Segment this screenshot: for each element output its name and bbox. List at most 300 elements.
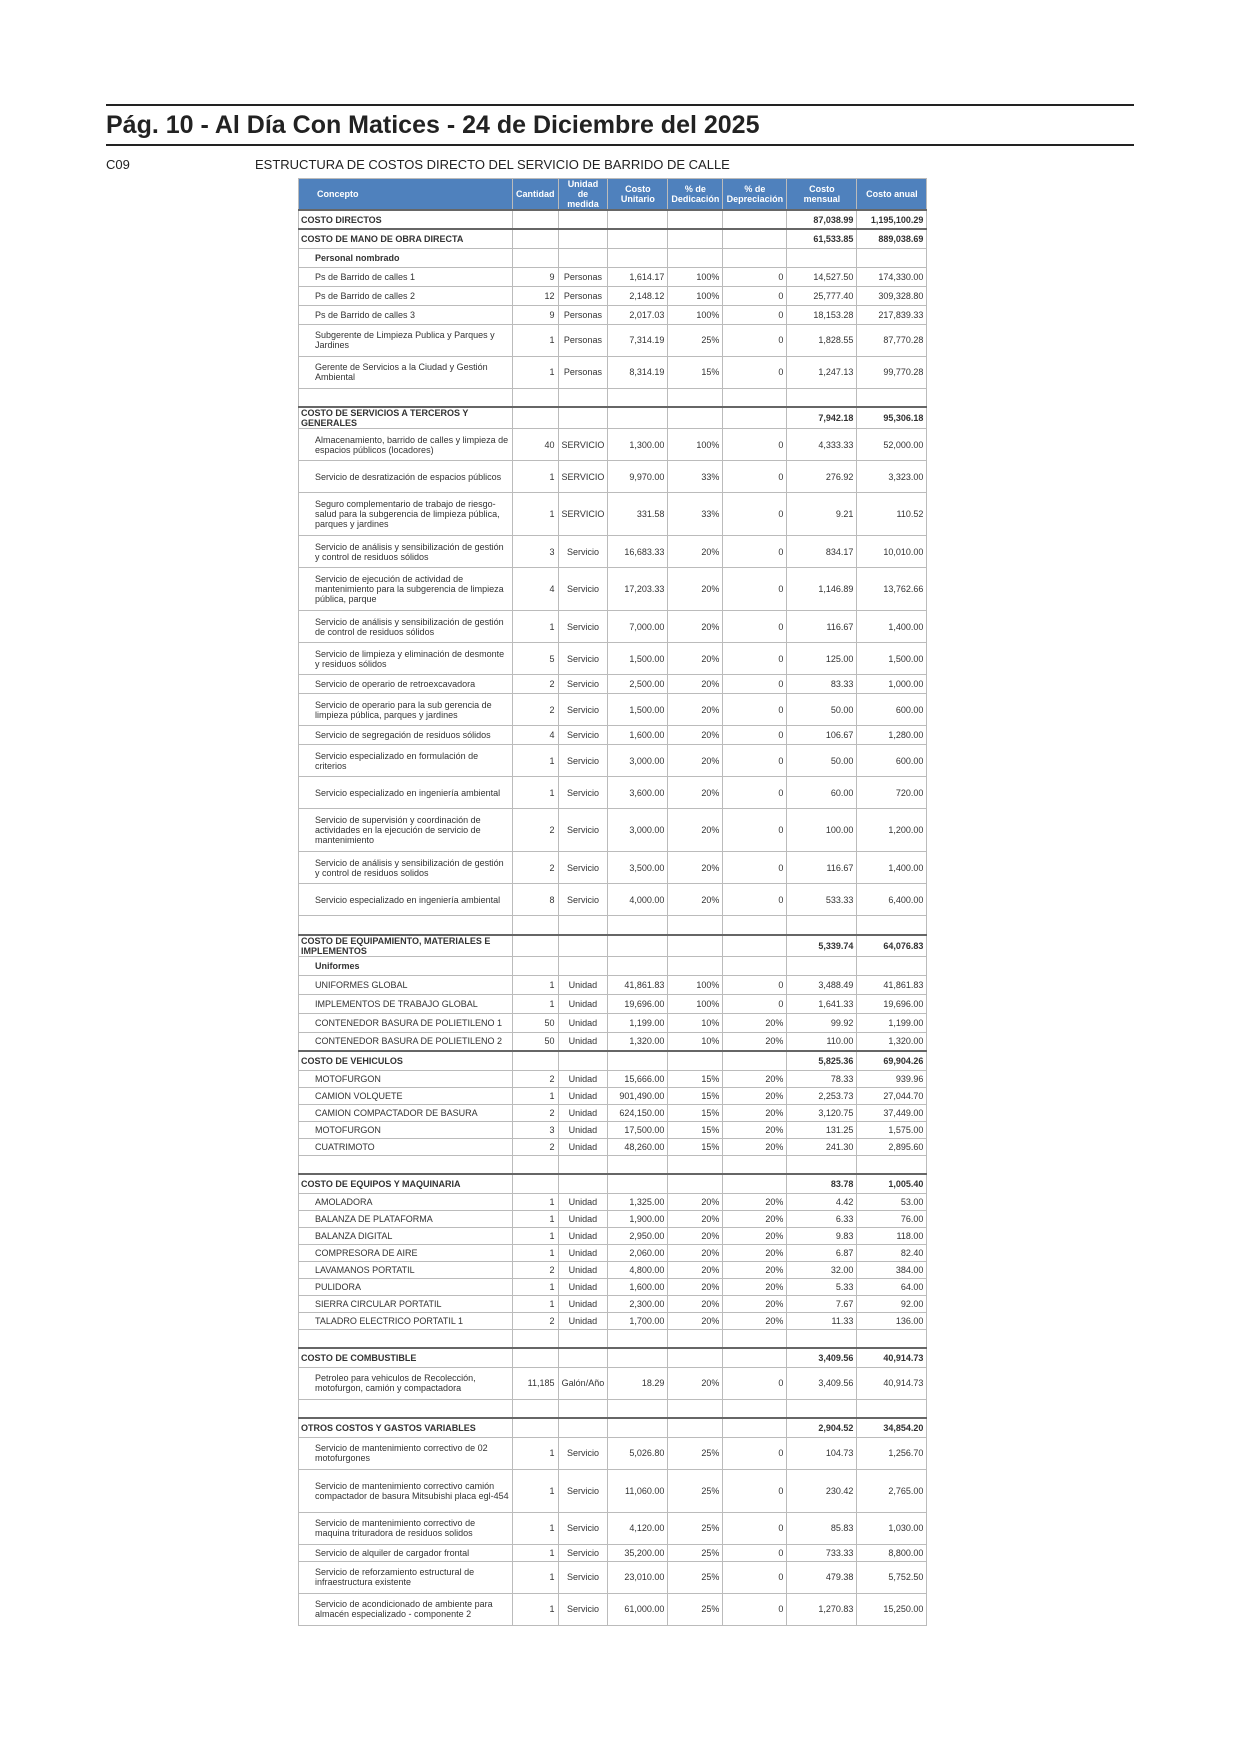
concept-cell: OTROS COSTOS Y GASTOS VARIABLES: [299, 1418, 513, 1437]
value-cell: 2,017.03: [608, 305, 668, 324]
value-cell: SERVICIO: [558, 429, 608, 461]
table-row: [299, 1210, 927, 1227]
concept-cell: SIERRA CIRCULAR PORTATIL: [299, 1295, 513, 1312]
value-cell: [608, 935, 668, 957]
concept-cell: COSTO DE COMBUSTIBLE: [299, 1348, 513, 1367]
value-cell: 20%: [723, 1193, 787, 1210]
value-cell: [513, 916, 559, 935]
concept-cell: [299, 916, 513, 935]
value-cell: 25%: [668, 1593, 723, 1625]
value-cell: [857, 248, 927, 267]
value-cell: [668, 1329, 723, 1348]
value-cell: [787, 248, 857, 267]
value-cell: 1: [513, 1512, 559, 1544]
value-cell: [558, 1051, 608, 1070]
value-cell: 32.00: [787, 1261, 857, 1278]
value-cell: 10%: [668, 1032, 723, 1051]
value-cell: 118.00: [857, 1227, 927, 1244]
value-cell: 10,010.00: [857, 536, 927, 568]
value-cell: 2,253.73: [787, 1087, 857, 1104]
table-row: [299, 1227, 927, 1244]
table-row: [299, 884, 927, 916]
table-row: [299, 324, 927, 356]
value-cell: 1,280.00: [857, 726, 927, 745]
value-cell: 87,038.99: [787, 210, 857, 229]
value-cell: Servicio: [558, 777, 608, 809]
value-cell: 13,762.66: [857, 568, 927, 611]
value-cell: [668, 935, 723, 957]
value-cell: 20%: [668, 1367, 723, 1399]
value-cell: [668, 956, 723, 975]
value-cell: 20%: [668, 1227, 723, 1244]
value-cell: 7,942.18: [787, 407, 857, 429]
value-cell: 20%: [723, 1210, 787, 1227]
concept-cell: Servicio especializado en formulación de criterios: [299, 745, 513, 777]
concept-cell: TALADRO ELECTRICO PORTATIL 1: [299, 1312, 513, 1329]
value-cell: 20%: [668, 777, 723, 809]
value-cell: 1: [513, 1087, 559, 1104]
section-row: [299, 1174, 927, 1193]
value-cell: Unidad: [558, 1278, 608, 1295]
section-row: [299, 1418, 927, 1437]
value-cell: Servicio: [558, 675, 608, 694]
table-row: [299, 267, 927, 286]
value-cell: 1,400.00: [857, 852, 927, 884]
concept-cell: Gerente de Servicios a la Ciudad y Gestión Ambiental: [299, 356, 513, 388]
value-cell: [723, 229, 787, 248]
value-cell: 20%: [668, 745, 723, 777]
value-cell: 104.73: [787, 1437, 857, 1469]
value-cell: 2,300.00: [608, 1295, 668, 1312]
table-row: [299, 1312, 927, 1329]
value-cell: 20%: [668, 536, 723, 568]
concept-cell: Servicio especializado en ingeniería ambiental: [299, 777, 513, 809]
value-cell: [668, 1155, 723, 1174]
value-cell: 16,683.33: [608, 536, 668, 568]
value-cell: 1,247.13: [787, 356, 857, 388]
value-cell: 20%: [723, 1244, 787, 1261]
value-cell: 20%: [723, 1013, 787, 1032]
value-cell: 61,533.85: [787, 229, 857, 248]
value-cell: Unidad: [558, 1244, 608, 1261]
value-cell: 116.67: [787, 611, 857, 643]
value-cell: [558, 388, 608, 407]
value-cell: Personas: [558, 324, 608, 356]
section-row: [299, 1348, 927, 1367]
value-cell: 834.17: [787, 536, 857, 568]
value-cell: 0: [723, 568, 787, 611]
table-row: [299, 1013, 927, 1032]
concept-cell: Servicio de análisis y sensibilización de gestión y control de residuos solidos: [299, 852, 513, 884]
value-cell: 0: [723, 777, 787, 809]
value-cell: [787, 1329, 857, 1348]
value-cell: 1,600.00: [608, 1278, 668, 1295]
value-cell: [558, 229, 608, 248]
value-cell: 11.33: [787, 1312, 857, 1329]
concept-cell: Servicio de supervisión y coordinación de actividades en la ejecución de servicio de mantenimiento: [299, 809, 513, 852]
value-cell: 100%: [668, 975, 723, 994]
concept-cell: Servicio de análisis y sensibilización de gestión de control de residuos sólidos: [299, 611, 513, 643]
value-cell: 0: [723, 429, 787, 461]
value-cell: 9: [513, 267, 559, 286]
value-cell: 64,076.83: [857, 935, 927, 957]
value-cell: 8,800.00: [857, 1544, 927, 1561]
table-row: [299, 1544, 927, 1561]
concept-cell: Servicio de alquiler de cargador frontal: [299, 1544, 513, 1561]
value-cell: Unidad: [558, 975, 608, 994]
value-cell: 20%: [668, 726, 723, 745]
value-cell: [723, 1348, 787, 1367]
value-cell: SERVICIO: [558, 493, 608, 536]
value-cell: 0: [723, 1469, 787, 1512]
value-cell: 25%: [668, 1437, 723, 1469]
concept-cell: [299, 1329, 513, 1348]
value-cell: 4,333.33: [787, 429, 857, 461]
table-row: [299, 1469, 927, 1512]
value-cell: 0: [723, 1544, 787, 1561]
concept-cell: COSTO DE EQUIPAMIENTO, MATERIALES E IMPLEMENTOS: [299, 935, 513, 957]
value-cell: 1,256.70: [857, 1437, 927, 1469]
value-cell: 1: [513, 1193, 559, 1210]
value-cell: 7.67: [787, 1295, 857, 1312]
value-cell: [668, 248, 723, 267]
value-cell: [513, 407, 559, 429]
value-cell: [513, 1329, 559, 1348]
value-cell: 1,005.40: [857, 1174, 927, 1193]
value-cell: 1,200.00: [857, 809, 927, 852]
value-cell: 1,030.00: [857, 1512, 927, 1544]
value-cell: 7,314.19: [608, 324, 668, 356]
value-cell: 60.00: [787, 777, 857, 809]
table-row: [299, 461, 927, 493]
value-cell: 33%: [668, 461, 723, 493]
value-cell: [558, 407, 608, 429]
value-cell: 2,148.12: [608, 286, 668, 305]
value-cell: 1,828.55: [787, 324, 857, 356]
value-cell: [723, 1418, 787, 1437]
value-cell: 1: [513, 1544, 559, 1561]
value-cell: 1: [513, 324, 559, 356]
concept-cell: Personal nombrado: [299, 248, 513, 267]
value-cell: 23,010.00: [608, 1561, 668, 1593]
document-title: ESTRUCTURA DE COSTOS DIRECTO DEL SERVICIO DE BARRIDO DE CALLE: [255, 157, 730, 172]
value-cell: 20%: [668, 1210, 723, 1227]
value-cell: 2: [513, 852, 559, 884]
value-cell: [608, 210, 668, 229]
value-cell: 0: [723, 852, 787, 884]
value-cell: Unidad: [558, 1261, 608, 1278]
value-cell: Unidad: [558, 1193, 608, 1210]
value-cell: 1: [513, 1469, 559, 1512]
concept-cell: CAMION COMPACTADOR DE BASURA: [299, 1104, 513, 1121]
value-cell: [513, 388, 559, 407]
value-cell: 2: [513, 1104, 559, 1121]
value-cell: Servicio: [558, 1512, 608, 1544]
value-cell: 0: [723, 643, 787, 675]
concept-cell: COSTO DE SERVICIOS A TERCEROS Y GENERALES: [299, 407, 513, 429]
value-cell: 2: [513, 675, 559, 694]
value-cell: 19,696.00: [857, 994, 927, 1013]
value-cell: 17,500.00: [608, 1121, 668, 1138]
value-cell: 25%: [668, 1469, 723, 1512]
value-cell: Unidad: [558, 1295, 608, 1312]
value-cell: Unidad: [558, 1032, 608, 1051]
concept-cell: CONTENEDOR BASURA DE POLIETILENO 1: [299, 1013, 513, 1032]
value-cell: 0: [723, 1437, 787, 1469]
value-cell: 1: [513, 1244, 559, 1261]
table-row: [299, 726, 927, 745]
value-cell: [723, 1174, 787, 1193]
value-cell: 20%: [668, 852, 723, 884]
table-row: [299, 568, 927, 611]
value-cell: Unidad: [558, 1104, 608, 1121]
concept-cell: Servicio de desratización de espacios públicos: [299, 461, 513, 493]
value-cell: [787, 956, 857, 975]
value-cell: 1: [513, 777, 559, 809]
value-cell: 0: [723, 809, 787, 852]
value-cell: 100%: [668, 429, 723, 461]
value-cell: 10%: [668, 1013, 723, 1032]
value-cell: [668, 1418, 723, 1437]
value-cell: 384.00: [857, 1261, 927, 1278]
value-cell: [558, 248, 608, 267]
concept-cell: LAVAMANOS PORTATIL: [299, 1261, 513, 1278]
value-cell: 20%: [668, 884, 723, 916]
table-row: [299, 675, 927, 694]
value-cell: Servicio: [558, 852, 608, 884]
value-cell: 2: [513, 1070, 559, 1087]
value-cell: [668, 1051, 723, 1070]
value-cell: Unidad: [558, 1210, 608, 1227]
value-cell: 35,200.00: [608, 1544, 668, 1561]
value-cell: [558, 956, 608, 975]
value-cell: 50.00: [787, 694, 857, 726]
value-cell: Unidad: [558, 1227, 608, 1244]
value-cell: [787, 1155, 857, 1174]
value-cell: Unidad: [558, 1013, 608, 1032]
value-cell: 20%: [668, 643, 723, 675]
value-cell: [513, 1174, 559, 1193]
value-cell: 20%: [668, 1295, 723, 1312]
value-cell: 1: [513, 461, 559, 493]
value-cell: [723, 1399, 787, 1418]
column-header: Costo mensual: [787, 179, 857, 211]
value-cell: Servicio: [558, 745, 608, 777]
concept-cell: Servicio de operario para la sub gerencia de limpieza pública, parques y jardines: [299, 694, 513, 726]
table-row: [299, 1561, 927, 1593]
value-cell: 939.96: [857, 1070, 927, 1087]
value-cell: 230.42: [787, 1469, 857, 1512]
value-cell: 1,500.00: [608, 694, 668, 726]
value-cell: 1,300.00: [608, 429, 668, 461]
table-row: [299, 1244, 927, 1261]
value-cell: 76.00: [857, 1210, 927, 1227]
table-row: [299, 643, 927, 675]
value-cell: 131.25: [787, 1121, 857, 1138]
value-cell: 25%: [668, 1561, 723, 1593]
value-cell: 20%: [723, 1087, 787, 1104]
table-row: [299, 493, 927, 536]
value-cell: 1: [513, 745, 559, 777]
value-cell: 5.33: [787, 1278, 857, 1295]
value-cell: 41,861.83: [857, 975, 927, 994]
value-cell: Servicio: [558, 1544, 608, 1561]
value-cell: 4,000.00: [608, 884, 668, 916]
value-cell: 889,038.69: [857, 229, 927, 248]
table-row: [299, 975, 927, 994]
concept-cell: Servicio de mantenimiento correctivo camión compactador de basura Mitsubishi placa egl-454: [299, 1469, 513, 1512]
value-cell: 78.33: [787, 1070, 857, 1087]
concept-cell: Servicio de acondicionado de ambiente para almacén especializado - componente 2: [299, 1593, 513, 1625]
value-cell: 1,641.33: [787, 994, 857, 1013]
value-cell: 37,449.00: [857, 1104, 927, 1121]
table-row: [299, 745, 927, 777]
value-cell: 3,488.49: [787, 975, 857, 994]
value-cell: 3: [513, 536, 559, 568]
concept-cell: CONTENEDOR BASURA DE POLIETILENO 2: [299, 1032, 513, 1051]
value-cell: 3: [513, 1121, 559, 1138]
value-cell: 1: [513, 1278, 559, 1295]
value-cell: 61,000.00: [608, 1593, 668, 1625]
value-cell: 2: [513, 1312, 559, 1329]
section-row: [299, 210, 927, 229]
table-row: [299, 1138, 927, 1155]
value-cell: 99,770.28: [857, 356, 927, 388]
section-row: [299, 407, 927, 429]
value-cell: Personas: [558, 356, 608, 388]
table-row: [299, 305, 927, 324]
value-cell: 1: [513, 1227, 559, 1244]
value-cell: 1,270.83: [787, 1593, 857, 1625]
value-cell: 106.67: [787, 726, 857, 745]
concept-cell: Servicio de ejecución de actividad de mantenimiento para la subgerencia de limpieza pública, parque: [299, 568, 513, 611]
value-cell: 17,203.33: [608, 568, 668, 611]
value-cell: [558, 1399, 608, 1418]
value-cell: 20%: [723, 1121, 787, 1138]
value-cell: 9: [513, 305, 559, 324]
value-cell: 136.00: [857, 1312, 927, 1329]
value-cell: 40,914.73: [857, 1348, 927, 1367]
value-cell: 1: [513, 356, 559, 388]
value-cell: [723, 407, 787, 429]
table-row: [299, 809, 927, 852]
concept-cell: Servicio de mantenimiento correctivo de maquina trituradora de residuos solidos: [299, 1512, 513, 1544]
value-cell: 0: [723, 726, 787, 745]
value-cell: 50: [513, 1032, 559, 1051]
value-cell: 0: [723, 1561, 787, 1593]
value-cell: 2,950.00: [608, 1227, 668, 1244]
value-cell: 27,044.70: [857, 1087, 927, 1104]
value-cell: Servicio: [558, 694, 608, 726]
value-cell: [608, 1155, 668, 1174]
value-cell: 2: [513, 1261, 559, 1278]
value-cell: 331.58: [608, 493, 668, 536]
value-cell: Servicio: [558, 1561, 608, 1593]
concept-cell: MOTOFURGON: [299, 1070, 513, 1087]
value-cell: 217,839.33: [857, 305, 927, 324]
value-cell: 0: [723, 611, 787, 643]
value-cell: 1: [513, 1593, 559, 1625]
value-cell: [857, 956, 927, 975]
value-cell: 20%: [668, 611, 723, 643]
value-cell: 600.00: [857, 694, 927, 726]
value-cell: Unidad: [558, 1138, 608, 1155]
concept-cell: Servicio de mantenimiento correctivo de 02 motofurgones: [299, 1437, 513, 1469]
value-cell: 309,328.80: [857, 286, 927, 305]
value-cell: [668, 388, 723, 407]
value-cell: 0: [723, 1512, 787, 1544]
value-cell: 15,250.00: [857, 1593, 927, 1625]
value-cell: 0: [723, 1593, 787, 1625]
value-cell: Servicio: [558, 536, 608, 568]
value-cell: [668, 1348, 723, 1367]
value-cell: [558, 1155, 608, 1174]
value-cell: 15%: [668, 1138, 723, 1155]
value-cell: 95,306.18: [857, 407, 927, 429]
value-cell: 20%: [723, 1227, 787, 1244]
value-cell: 901,490.00: [608, 1087, 668, 1104]
value-cell: [558, 916, 608, 935]
value-cell: 0: [723, 675, 787, 694]
value-cell: [723, 1329, 787, 1348]
concept-cell: Seguro complementario de trabajo de riesgo-salud para la subgerencia de limpieza pública, parques y jardines: [299, 493, 513, 536]
value-cell: Servicio: [558, 643, 608, 675]
value-cell: 15%: [668, 1121, 723, 1138]
value-cell: 3,323.00: [857, 461, 927, 493]
document-code: C09: [106, 157, 130, 172]
value-cell: 479.38: [787, 1561, 857, 1593]
value-cell: 2: [513, 809, 559, 852]
value-cell: 3,409.56: [787, 1367, 857, 1399]
value-cell: 3,000.00: [608, 809, 668, 852]
concept-cell: Servicio de análisis y sensibilización de gestión y control de residuos sólidos: [299, 536, 513, 568]
concept-cell: IMPLEMENTOS DE TRABAJO GLOBAL: [299, 994, 513, 1013]
concept-cell: COSTO DIRECTOS: [299, 210, 513, 229]
value-cell: 25,777.40: [787, 286, 857, 305]
value-cell: 20%: [723, 1070, 787, 1087]
concept-cell: Ps de Barrido de calles 2: [299, 286, 513, 305]
value-cell: 1,199.00: [608, 1013, 668, 1032]
value-cell: 18,153.28: [787, 305, 857, 324]
value-cell: 1,900.00: [608, 1210, 668, 1227]
table-row: [299, 1032, 927, 1051]
value-cell: 100%: [668, 305, 723, 324]
table-body: [299, 210, 927, 1625]
value-cell: 20%: [723, 1138, 787, 1155]
value-cell: 92.00: [857, 1295, 927, 1312]
value-cell: 0: [723, 884, 787, 916]
table-row: [299, 1193, 927, 1210]
value-cell: 1,325.00: [608, 1193, 668, 1210]
value-cell: [723, 248, 787, 267]
value-cell: 0: [723, 267, 787, 286]
value-cell: 1: [513, 994, 559, 1013]
value-cell: 7,000.00: [608, 611, 668, 643]
value-cell: [723, 916, 787, 935]
blank-row: [299, 916, 927, 935]
concept-cell: BALANZA DE PLATAFORMA: [299, 1210, 513, 1227]
value-cell: 50.00: [787, 745, 857, 777]
value-cell: Servicio: [558, 726, 608, 745]
value-cell: [513, 210, 559, 229]
value-cell: [787, 388, 857, 407]
value-cell: 0: [723, 493, 787, 536]
cost-structure-table: [298, 178, 927, 1626]
value-cell: [513, 1399, 559, 1418]
value-cell: 41,861.83: [608, 975, 668, 994]
value-cell: SERVICIO: [558, 461, 608, 493]
table-header: [299, 179, 927, 211]
